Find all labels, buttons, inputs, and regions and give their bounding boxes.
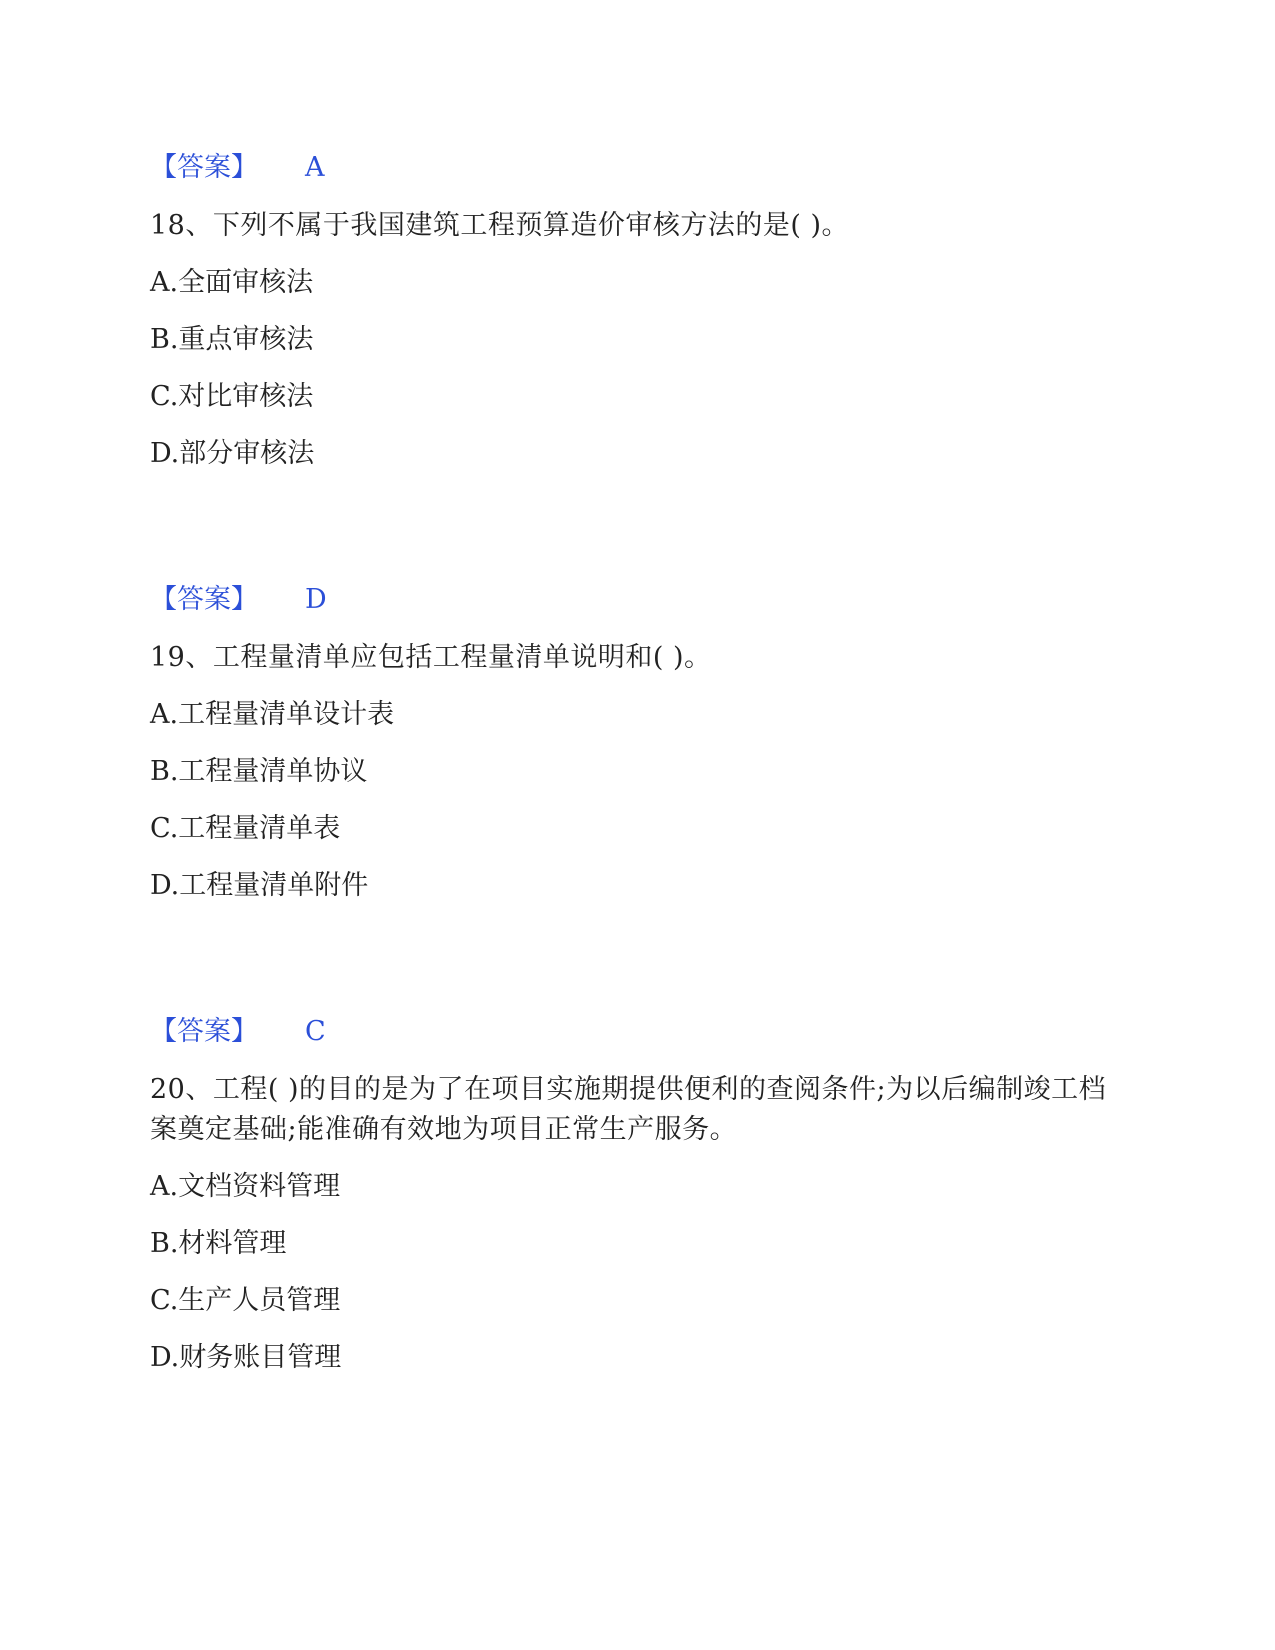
answer-label: 【答案】 bbox=[150, 1016, 258, 1047]
option-a: A.全面审核法 bbox=[150, 267, 314, 298]
option-d: D.工程量清单附件 bbox=[150, 870, 369, 901]
question-block-20 bbox=[150, 1012, 1130, 1378]
answer-label: 【答案】 bbox=[150, 584, 258, 615]
option-d: D.财务账目管理 bbox=[150, 1342, 342, 1373]
answer-label: 【答案】 bbox=[150, 152, 258, 183]
option-c: C.对比审核法 bbox=[150, 381, 314, 412]
question-text: 19、工程量清单应包括工程量清单说明和( )。 bbox=[150, 642, 712, 673]
question-text: 20、工程( )的目的是为了在项目实施期提供便利的查阅条件;为以后编制竣工档案奠定基础;能准确有效地为项目正常生产服务。 bbox=[150, 1074, 1107, 1145]
question-block-18 bbox=[150, 148, 1130, 474]
option-a: A.工程量清单设计表 bbox=[150, 699, 395, 730]
question-text: 18、下列不属于我国建筑工程预算造价审核方法的是( )。 bbox=[150, 210, 850, 241]
answer-line bbox=[150, 580, 1130, 620]
answer-line bbox=[150, 1012, 1130, 1052]
option-a: A.文档资料管理 bbox=[150, 1171, 341, 1202]
option-c: C.工程量清单表 bbox=[150, 813, 341, 844]
option-b: B.材料管理 bbox=[150, 1228, 287, 1259]
answer-line bbox=[150, 148, 1130, 188]
question-block-19 bbox=[150, 580, 1130, 906]
option-d: D.部分审核法 bbox=[150, 438, 315, 469]
answer-value: D bbox=[305, 584, 327, 615]
option-c: C.生产人员管理 bbox=[150, 1285, 341, 1316]
answer-value: A bbox=[305, 152, 325, 183]
answer-value: C bbox=[305, 1016, 326, 1047]
option-b: B.重点审核法 bbox=[150, 324, 314, 355]
option-b: B.工程量清单协议 bbox=[150, 756, 368, 787]
